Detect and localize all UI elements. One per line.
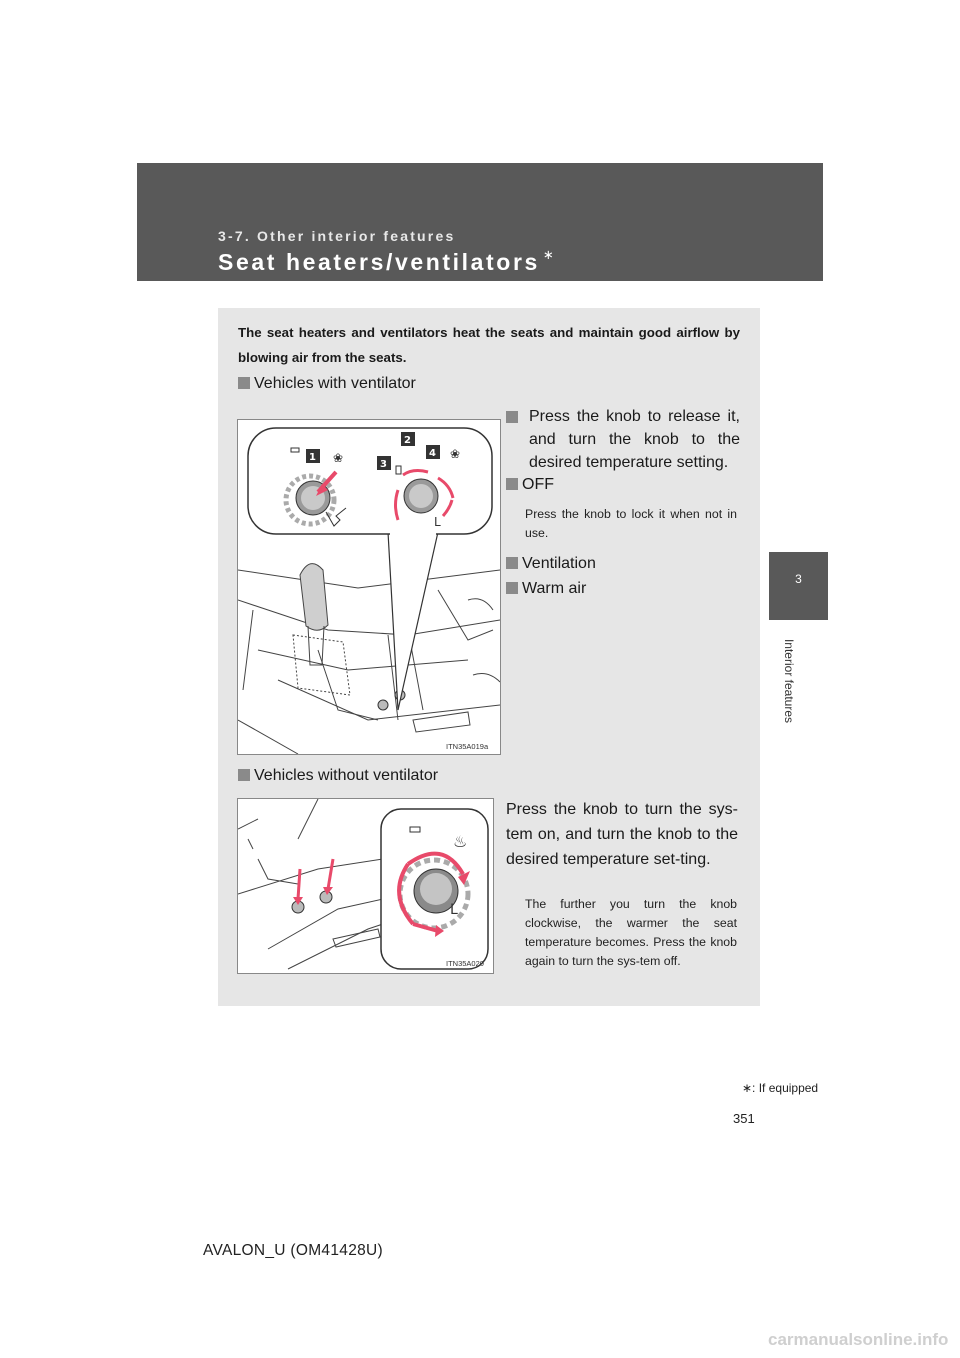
note-off: Press the knob to lock it when not in use. xyxy=(525,507,737,540)
svg-text:❀: ❀ xyxy=(450,447,461,461)
model-code: AVALON_U (OM41428U) xyxy=(203,1242,383,1259)
item-warm-air: Warm air xyxy=(506,577,586,600)
bullet-square-icon xyxy=(506,478,518,490)
figure-heated-seat-knobs xyxy=(237,798,494,974)
callout-2: 2 xyxy=(404,435,411,446)
bullet-square-icon xyxy=(238,769,250,781)
figure-ventilated-seat-knobs xyxy=(237,419,501,755)
page-title xyxy=(218,249,556,276)
console-illustration xyxy=(238,420,500,754)
step-turn-knob: Press the knob to turn the sys-tem on, and turn the knob to the desired temperature set-ting. xyxy=(506,801,738,868)
svg-text:❀: ❀ xyxy=(333,451,344,465)
subheading-without-ventilator: Vehicles without ventilator xyxy=(238,767,438,785)
callout-3: 3 xyxy=(380,459,387,470)
note-temperature: The further you turn the knob clockwise, the warmer the seat temperature becomes. Press the knob again to turn the sys-tem off. xyxy=(525,897,737,968)
figure-code-2: ITN35A020 xyxy=(446,959,484,968)
chapter-tab[interactable] xyxy=(769,552,828,620)
bullet-square-icon xyxy=(506,411,518,423)
callout-4: 4 xyxy=(429,448,436,459)
callout-1: 1 xyxy=(309,452,316,463)
item-off: OFF xyxy=(506,473,554,496)
footnote-if-equipped: ∗: If equipped xyxy=(742,1081,819,1095)
chapter-label-text: Interior features xyxy=(782,638,796,724)
page-number: 351 xyxy=(733,1111,755,1126)
bullet-square-icon xyxy=(506,582,518,594)
chapter-label xyxy=(774,622,804,752)
chapter-number: 3 xyxy=(795,572,802,586)
page-title-text: Seat heaters/ventilators xyxy=(218,249,540,275)
intro-text: The seat heaters and ventilators heat the seats and maintain good airflow by blowing air from the seats. xyxy=(238,325,740,365)
svg-text:L: L xyxy=(434,515,441,529)
console-illustration-2 xyxy=(238,799,493,973)
bullet-square-icon xyxy=(238,377,250,389)
svg-text:L: L xyxy=(450,902,458,918)
watermark: carmanualsonline.info xyxy=(768,1330,949,1349)
subheading-with-ventilator: Vehicles with ventilator xyxy=(238,375,416,393)
figure-code: ITN35A019a xyxy=(446,742,489,751)
step-release-knob: Press the knob to release it, and turn the knob to the desired temperature setting. xyxy=(506,405,740,474)
item-ventilation: Ventilation xyxy=(506,552,596,575)
svg-text:♨: ♨ xyxy=(453,832,468,851)
section-label: 3-7. Other interior features xyxy=(218,228,456,244)
equipped-mark: ∗ xyxy=(542,247,557,262)
bullet-square-icon xyxy=(506,557,518,569)
